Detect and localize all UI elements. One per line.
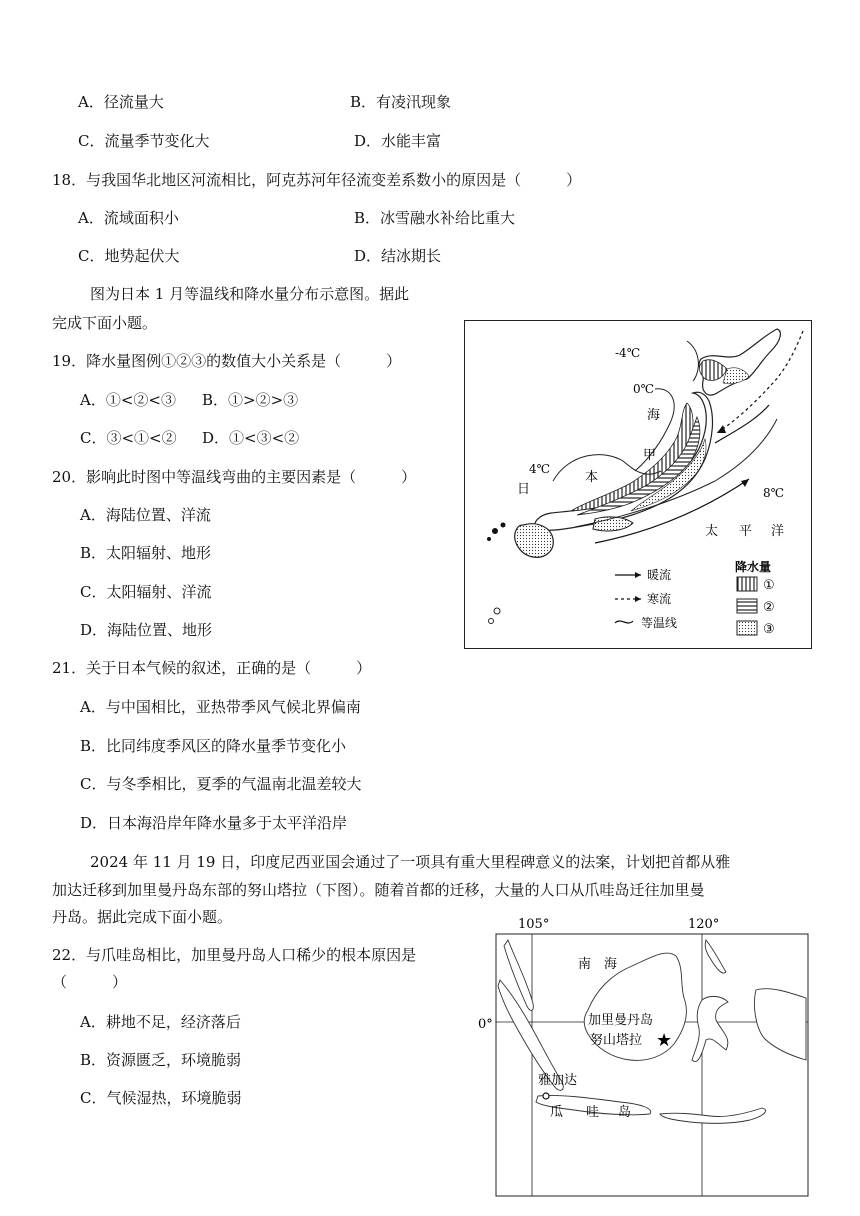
indonesia-intro-line1: 2024 年 11 月 19 日，印度尼西亚国会通过了一项具有重大里程碑意义的法案，计划把首都从雅 bbox=[90, 853, 731, 871]
label-java-2: 哇 bbox=[586, 1105, 600, 1120]
legend-precip-1-swatch bbox=[737, 577, 757, 591]
legend-isotherm-label: 等温线 bbox=[641, 616, 678, 630]
label-java-3: 岛 bbox=[618, 1105, 632, 1120]
label-iso-minus4: -4℃ bbox=[615, 346, 641, 360]
indonesia-intro-line3: 丹岛。据此完成下面小题。 bbox=[52, 908, 233, 926]
kyushu-island bbox=[515, 524, 554, 558]
q21-stem: 21．关于日本气候的叙述，正确的是（ ） bbox=[52, 659, 372, 677]
q19-option-c: C．③<①<② bbox=[80, 429, 177, 447]
label-ben: 本 bbox=[585, 470, 599, 485]
label-iso-4: 4℃ bbox=[529, 462, 551, 476]
q18-option-c: C．地势起伏大 bbox=[78, 247, 180, 265]
island-dot bbox=[501, 523, 506, 528]
label-iso-0: 0℃ bbox=[633, 382, 655, 396]
q21-option-d: D．日本海沿岸年降水量多于太平洋沿岸 bbox=[80, 814, 348, 832]
q19-option-d: D．①<③<② bbox=[202, 429, 300, 447]
q17-option-d: D．水能丰富 bbox=[354, 132, 442, 150]
q20-option-c: C．太阳辐射、洋流 bbox=[80, 583, 212, 601]
label-nusantara: 努山塔拉 bbox=[590, 1033, 643, 1048]
label-ping: 平 bbox=[739, 524, 753, 539]
jakarta-marker-icon bbox=[543, 1093, 549, 1099]
indonesia-intro-line2: 加达迁移到加里曼丹岛东部的努山塔拉（下图）。随着首都的迁移，大量的人口从爪哇岛迁往加里曼 bbox=[52, 881, 705, 899]
q18-option-a: A．流域面积小 bbox=[78, 209, 179, 227]
q18-option-b: B．冰雪融水补给比重大 bbox=[354, 209, 516, 227]
q18-option-d: D．结冰期长 bbox=[354, 247, 442, 265]
lon-120-label: 120° bbox=[688, 917, 720, 932]
label-iso-8: 8℃ bbox=[763, 486, 785, 500]
q17-option-b: B．有凌汛现象 bbox=[350, 93, 452, 111]
q22-stem: 22．与爪哇岛相比，加里曼丹岛人口稀少的根本原因是 bbox=[52, 946, 417, 964]
q17-option-c: C．流量季节变化大 bbox=[78, 132, 210, 150]
label-hai: 海 bbox=[647, 408, 661, 423]
label-yang: 洋 bbox=[771, 524, 785, 539]
label-jakarta: 雅加达 bbox=[538, 1073, 578, 1088]
label-nanhai-1: 南 bbox=[578, 957, 592, 972]
nusantara-star-icon: ★ bbox=[656, 1030, 673, 1051]
legend-isotherm-line bbox=[615, 621, 633, 623]
q20-stem: 20．影响此时图中等温线弯曲的主要因素是（ ） bbox=[52, 468, 417, 486]
q20-option-d: D．海陆位置、地形 bbox=[80, 621, 213, 639]
island-dot bbox=[494, 608, 500, 614]
island-dot bbox=[492, 528, 498, 534]
lon-105-label: 105° bbox=[518, 917, 550, 932]
q18-stem: 18．与我国华北地区河流相比，阿克苏河年径流变差系数小的原因是（ ） bbox=[52, 171, 582, 189]
label-kalimantan: 加里曼丹岛 bbox=[588, 1013, 654, 1028]
label-ri: 日 bbox=[517, 482, 531, 497]
island-dot bbox=[487, 537, 491, 541]
q17-option-a: A．径流量大 bbox=[78, 93, 164, 111]
label-nanhai-2: 海 bbox=[604, 957, 618, 972]
legend-warm-label: 暖流 bbox=[647, 568, 672, 582]
q22-option-b: B．资源匮乏，环境脆弱 bbox=[80, 1051, 242, 1069]
indonesia-map bbox=[470, 910, 810, 1210]
legend-precip-2-swatch bbox=[737, 599, 757, 613]
q21-option-a: A．与中国相比，亚热带季风气候北界偏南 bbox=[80, 698, 361, 716]
q21-option-b: B．比同纬度季风区的降水量季节变化小 bbox=[80, 737, 347, 755]
q21-option-c: C．与冬季相比，夏季的气温南北温差较大 bbox=[80, 775, 362, 793]
japan-intro-line1: 图为日本 1 月等温线和降水量分布示意图。据此 bbox=[90, 285, 410, 303]
label-tai: 太 bbox=[705, 524, 719, 539]
legend-precip-title: 降水量 bbox=[735, 560, 772, 574]
q19-stem: 19．降水量图例①②③的数值大小关系是（ ） bbox=[52, 352, 402, 370]
q22-option-a: A．耕地不足，经济落后 bbox=[80, 1013, 241, 1031]
warm-current-2 bbox=[715, 405, 769, 443]
q19-option-b: B．①>②>③ bbox=[202, 391, 299, 409]
japan-intro-line2: 完成下面小题。 bbox=[52, 314, 158, 332]
legend-cold-label: 寒流 bbox=[647, 592, 672, 606]
legend-precip-2-label: ② bbox=[763, 600, 775, 615]
legend-warm-arrow bbox=[635, 572, 641, 578]
q22-stem-bracket: （ ） bbox=[52, 973, 128, 991]
q20-option-a: A．海陆位置、洋流 bbox=[80, 506, 211, 524]
q22-option-c: C．气候湿热，环境脆弱 bbox=[80, 1089, 242, 1107]
legend-precip-3-label: ③ bbox=[763, 622, 775, 637]
cold-current-arrow bbox=[717, 425, 726, 433]
japan-isotherm-map bbox=[464, 320, 812, 649]
japan-map-svg bbox=[465, 321, 811, 648]
isotherm-minus4 bbox=[687, 341, 698, 381]
legend-precip-1-label: ① bbox=[763, 578, 775, 593]
legend-precip-3-swatch bbox=[737, 621, 757, 635]
label-jia: 甲 bbox=[643, 448, 657, 463]
shikoku-island bbox=[593, 517, 633, 531]
legend-cold-arrow bbox=[635, 596, 641, 602]
island-dot bbox=[489, 619, 494, 624]
indonesia-map-svg bbox=[470, 910, 810, 1210]
q20-option-b: B．太阳辐射、地形 bbox=[80, 544, 212, 562]
q19-option-a: A．①<②<③ bbox=[80, 391, 176, 409]
lat-0-label: 0° bbox=[478, 1017, 493, 1032]
label-java-1: 瓜 bbox=[550, 1105, 564, 1120]
